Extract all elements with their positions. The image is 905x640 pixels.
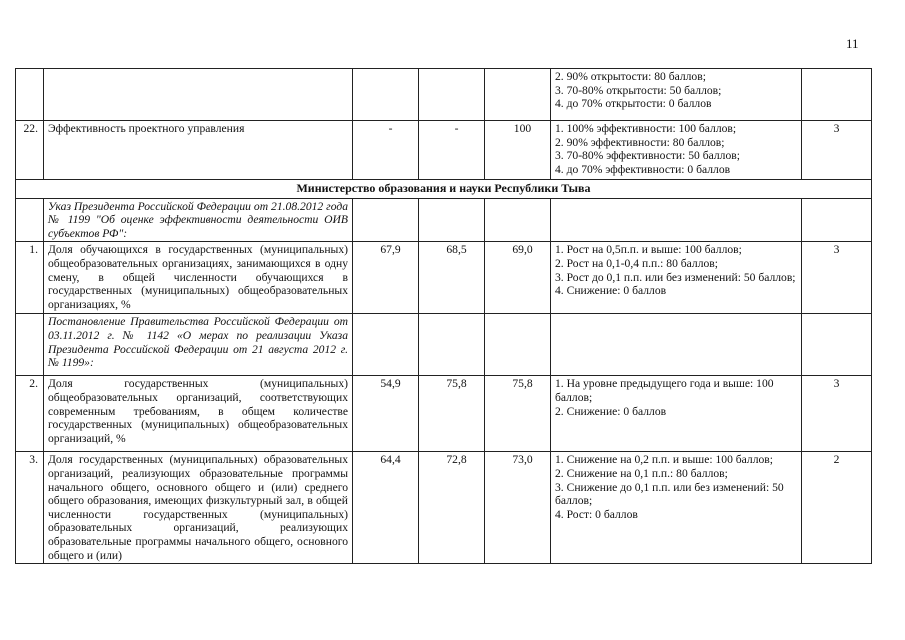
indicator-name: Доля государственных (муниципальных) общеобразовательных организаций, соответствующих современным требованиям, в общем количестве государственных (муниципальных) общеобразовательных организаций, % <box>44 376 353 452</box>
table-row <box>16 376 872 452</box>
criteria-line: 4. до 70% эффективности: 0 баллов <box>555 162 731 176</box>
num-cell <box>16 198 44 242</box>
score: 2 <box>802 452 872 564</box>
section-title: Министерство образования и науки Республики Тыва <box>16 180 872 199</box>
criteria-line: 2. Снижение на 0,1 п.п.: 80 баллов; <box>555 466 728 480</box>
empty-cell <box>802 314 872 376</box>
value-3 <box>485 69 551 121</box>
criteria-cell <box>551 376 802 452</box>
row-number: 22. <box>16 121 44 180</box>
value-1: - <box>353 121 419 180</box>
empty-cell <box>551 314 802 376</box>
value-2: 72,8 <box>419 452 485 564</box>
table-row <box>16 69 872 121</box>
criteria-line: 1. 100% эффективности: 100 баллов; <box>555 122 737 135</box>
empty-cell <box>551 198 802 242</box>
row-number: 1. <box>16 242 44 314</box>
value-3: 73,0 <box>485 452 551 564</box>
value-1: 67,9 <box>353 242 419 314</box>
table-row <box>16 452 872 564</box>
table-row <box>16 121 872 180</box>
criteria-cell <box>551 452 802 564</box>
empty-cell <box>419 314 485 376</box>
row-number: 2. <box>16 376 44 452</box>
criteria-line: 3. Рост до 0,1 п.п. или без изменений: 50 баллов; <box>555 270 796 284</box>
empty-cell <box>802 198 872 242</box>
score <box>802 69 872 121</box>
row-number: 3. <box>16 452 44 564</box>
criteria-line: 2. Снижение: 0 баллов <box>555 404 667 418</box>
legal-basis-heading: Постановление Правительства Российской Федерации от 03.11.2012 г. № 1142 «О мерах по реализации Указа Президента Российской Федерации от 21 августа 2012 г. № 1199»: <box>44 314 353 376</box>
indicator-name: Доля государственных (муниципальных) образовательных организаций, реализующих образовательные программы начального общего, основного общего и (или) среднего общего образования, имеющих физкультурный зал, в общей численности государственных (муниципальных) образовательных организаций, реализующих образовательные программы начального общего, основного общего и (или) <box>44 452 353 564</box>
value-2: - <box>419 121 485 180</box>
criteria-line: 2. 90% эффективности: 80 баллов; <box>555 135 725 149</box>
indicator-name: Доля обучающихся в государственных (муниципальных) общеобразовательных организациях, занимающихся в одну смену, в общей численности обучающихся в государственных (муниципальных) общеобразовательных организациях, % <box>44 242 353 314</box>
empty-cell <box>353 198 419 242</box>
value-1 <box>353 69 419 121</box>
section-row <box>16 180 872 199</box>
empty-cell <box>485 198 551 242</box>
value-1: 54,9 <box>353 376 419 452</box>
value-1: 64,4 <box>353 452 419 564</box>
indicator-name <box>44 69 353 121</box>
score: 3 <box>802 376 872 452</box>
empty-cell <box>353 314 419 376</box>
criteria-line: 2. 90% открытости: 80 баллов; <box>555 70 706 83</box>
criteria-line: 3. Снижение до 0,1 п.п. или без изменений: 50 баллов; <box>555 480 784 508</box>
criteria-line: 3. 70-80% эффективности: 50 баллов; <box>555 149 740 163</box>
table-row <box>16 314 872 376</box>
criteria-line: 1. Снижение на 0,2 п.п. и выше: 100 баллов; <box>555 453 773 467</box>
criteria-line: 1. Рост на 0,5п.п. и выше: 100 баллов; <box>555 243 742 257</box>
criteria-line: 3. 70-80% открытости: 50 баллов; <box>555 83 722 97</box>
row-number <box>16 69 44 121</box>
empty-cell <box>485 314 551 376</box>
criteria-line: 1. На уровне предыдущего года и выше: 100 баллов; <box>555 377 774 404</box>
score: 3 <box>802 121 872 180</box>
num-cell <box>16 314 44 376</box>
criteria-line: 4. Снижение: 0 баллов <box>555 284 667 298</box>
value-3: 75,8 <box>485 376 551 452</box>
indicator-name: Эффективность проектного управления <box>44 121 353 180</box>
legal-basis-heading: Указ Президента Российской Федерации от 21.08.2012 года № 1199 "Об оценке эффективности деятельности ОИВ субъектов РФ": <box>44 198 353 242</box>
table-row <box>16 242 872 314</box>
criteria-cell <box>551 242 802 314</box>
criteria-line: 4. до 70% открытости: 0 баллов <box>555 97 712 111</box>
score: 3 <box>802 242 872 314</box>
page-number: 11 <box>846 36 859 51</box>
criteria-line: 4. Рост: 0 баллов <box>555 507 638 521</box>
criteria-cell <box>551 121 802 180</box>
criteria-cell <box>551 69 802 121</box>
empty-cell <box>419 198 485 242</box>
indicators-table <box>15 68 872 564</box>
value-3: 100 <box>485 121 551 180</box>
table-row <box>16 198 872 242</box>
value-2: 75,8 <box>419 376 485 452</box>
value-2 <box>419 69 485 121</box>
value-2: 68,5 <box>419 242 485 314</box>
criteria-line: 2. Рост на 0,1-0,4 п.п.: 80 баллов; <box>555 256 718 270</box>
value-3: 69,0 <box>485 242 551 314</box>
